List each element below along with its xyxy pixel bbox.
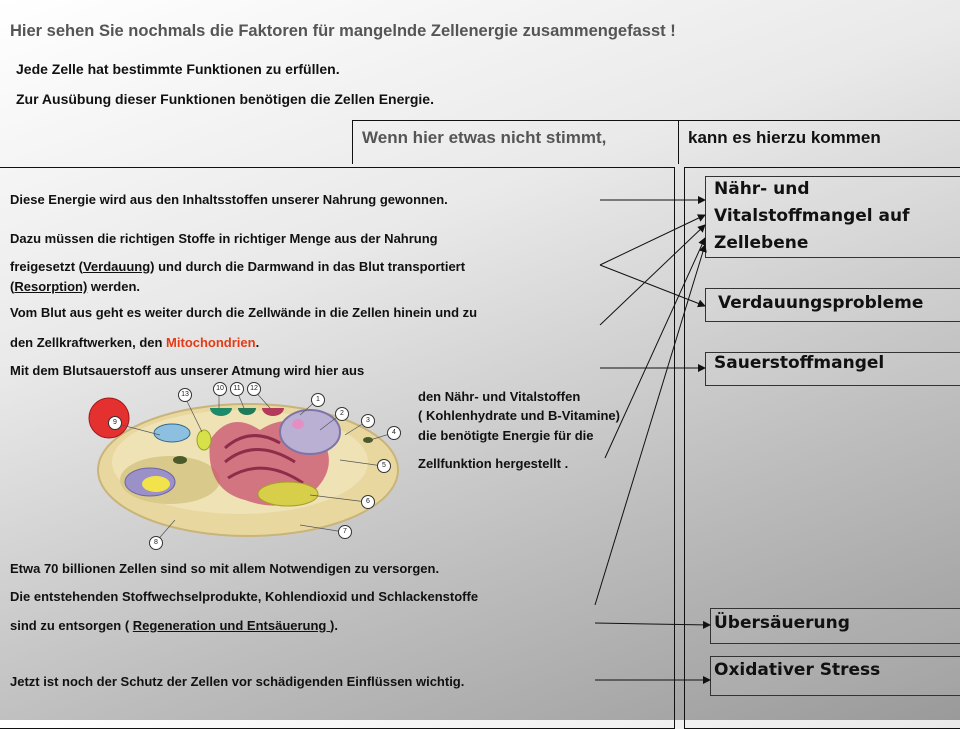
cell-label-1: 1 (311, 393, 325, 407)
cell-label-13: 13 (178, 388, 192, 402)
cell-label-11: 11 (230, 382, 244, 396)
body-text-2: Dazu müssen die richtigen Stoffe in richtiger Menge aus der Nahrung (10, 231, 438, 246)
cell-label-7: 7 (338, 525, 352, 539)
body-text-10: die benötigte Energie für die (418, 428, 594, 443)
body-text-4: (Resorption) werden. (10, 279, 141, 294)
body-text-8: den Nähr- und Vitalstoffen (418, 389, 581, 404)
cell-label-6: 6 (361, 495, 375, 509)
cell-label-3: 3 (361, 414, 375, 428)
intro-line-2: Zur Ausübung dieser Funktionen benötigen die Zellen Energie. (16, 91, 434, 107)
cell-label-10: 10 (213, 382, 227, 396)
body-text-5: Vom Blut aus geht es weiter durch die Zellwände in die Zellen hinein und zu (10, 305, 478, 320)
factor-uebersaeuerung: Übersäuerung (714, 613, 850, 633)
body-text-9: ( Kohlenhydrate und B-Vitamine) (418, 408, 620, 423)
body-text-12: Etwa 70 billionen Zellen sind so mit allem Notwendigen zu versorgen. (10, 561, 440, 576)
factor-sauerstoffmangel: Sauerstoffmangel (714, 353, 885, 373)
factor-oxidativer-stress: Oxidativer Stress (714, 660, 881, 680)
body-text-7: Mit dem Blutsauerstoff aus unserer Atmung wird hier aus (10, 363, 365, 378)
factor-verdauungsprobleme: Verdauungsprobleme (718, 293, 924, 313)
cell-label-4: 4 (387, 426, 401, 440)
body-text-1: Diese Energie wird aus den Inhaltsstoffen unserer Nahrung gewonnen. (10, 192, 448, 207)
body-text-15: Jetzt ist noch der Schutz der Zellen vor schädigenden Einflüssen wichtig. (10, 674, 465, 689)
body-text-3: freigesetzt (Verdauung) und durch die Darmwand in das Blut transportiert (10, 259, 466, 274)
cell-label-5: 5 (377, 459, 391, 473)
cell-label-8: 8 (149, 536, 163, 550)
cell-label-9: 9 (108, 416, 122, 430)
intro-line-1: Jede Zelle hat bestimmte Funktionen zu erfüllen. (16, 61, 340, 77)
left-column-header: Wenn hier etwas nicht stimmt, (362, 128, 607, 147)
body-text-6: den Zellkraftwerken, den Mitochondrien. (10, 335, 260, 350)
right-column-header: kann es hierzu kommen (688, 128, 881, 147)
body-text-13: Die entstehenden Stoffwechselprodukte, Kohlendioxid und Schlackenstoffe (10, 589, 479, 604)
factor-naehrstoffmangel: Nähr- und Vitalstoffmangel auf Zellebene (714, 179, 910, 253)
cell-label-12: 12 (247, 382, 261, 396)
body-text-14: sind zu entsorgen ( Regeneration und Entsäuerung ). (10, 618, 338, 633)
mitochondrien-highlight: Mitochondrien (166, 335, 256, 350)
cell-label-2: 2 (335, 407, 349, 421)
body-text-11: Zellfunktion hergestellt . (418, 456, 569, 471)
page-title: Hier sehen Sie nochmals die Faktoren für mangelnde Zellenergie zusammengefasst ! (10, 22, 676, 40)
